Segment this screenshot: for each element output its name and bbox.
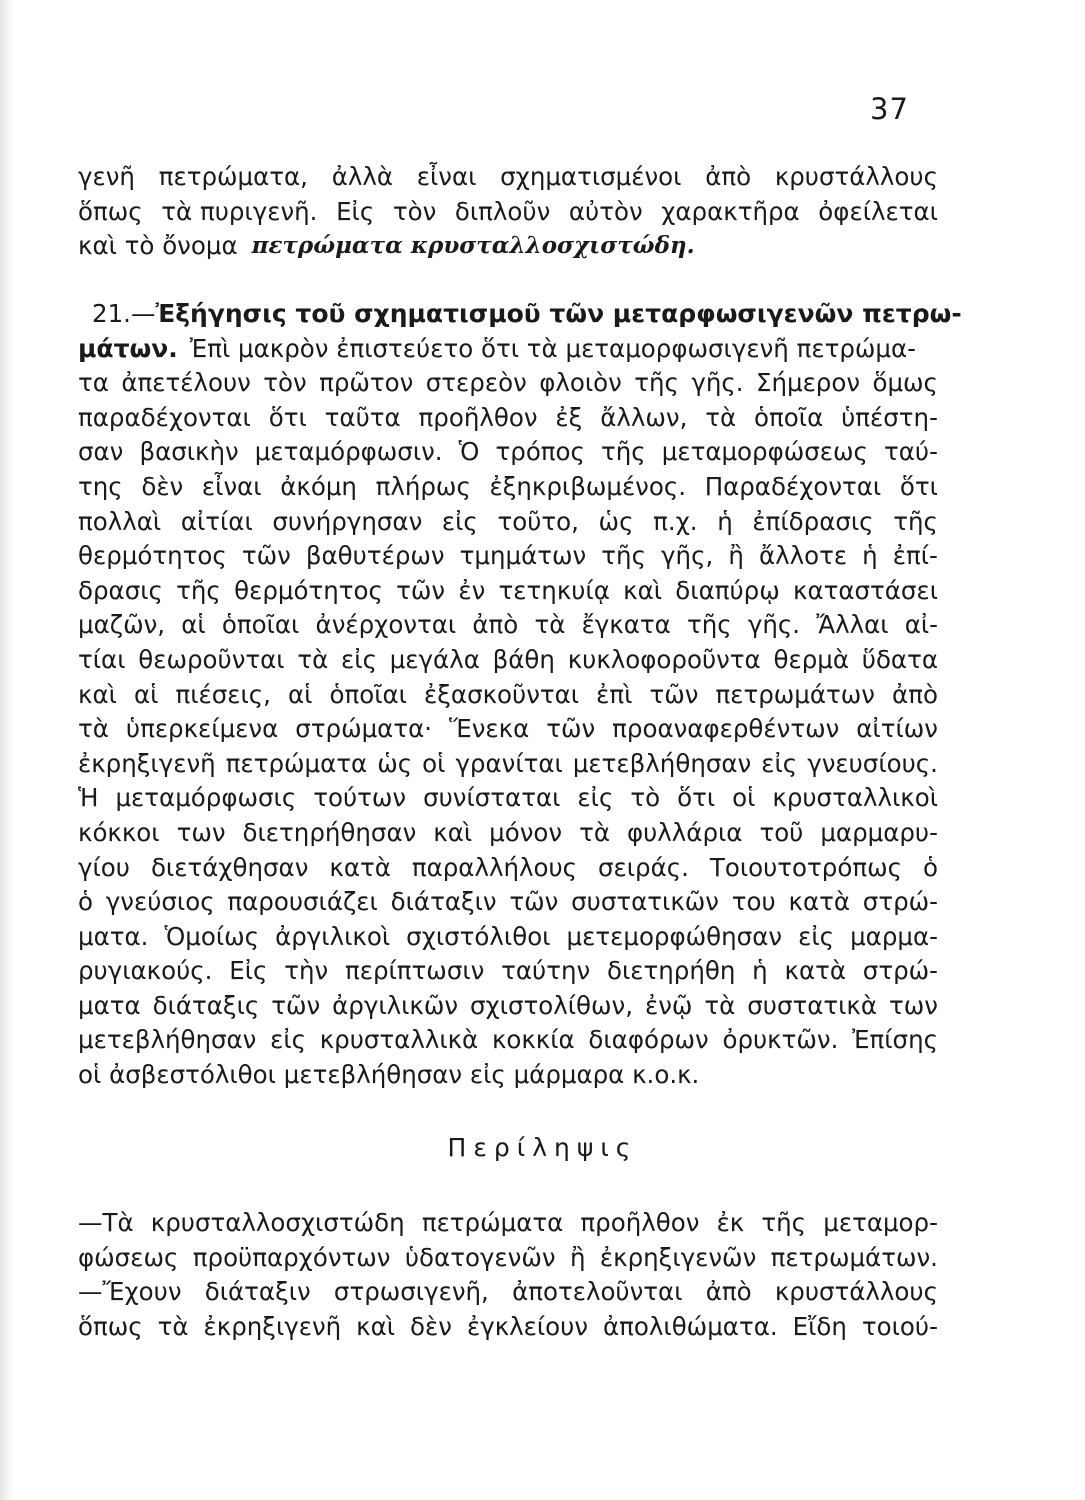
text-line: ὅπως τὰ ἐκρηξιγενῆ καὶ δὲν ἐγκλείουν ἀπολιθώματα. Εἴδη τοιού- — [78, 1311, 938, 1341]
section-body — [78, 366, 938, 1092]
text-line: τίαι θεωροῦνται τὰ εἰς μεγάλα βάθη κυκλοφοροῦντα θερμὰ ὕδατα — [78, 644, 938, 674]
page-number: 37 — [870, 92, 909, 126]
text-line: καὶ τὸ ὄνομα πετρώματα κρυσταλλοσχιστώδη. — [78, 229, 938, 264]
text-line: μετεβλήθησαν εἰς κρυσταλλικὰ κοκκία διαφόρων ὀρυκτῶν. Ἐπίσης — [78, 1025, 938, 1055]
text-line: —Τὰ κρυσταλλοσχιστώδη πετρώματα προῆλθον ἐκ τῆς μεταμορ- — [78, 1208, 938, 1237]
text-line: ματα διάταξις τῶν ἀργιλικῶν σχιστολίθων, ἐνῷ τὰ συστατικὰ των — [78, 990, 938, 1020]
text-line: παραδέχονται ὅτι ταῦτα προῆλθον ἐξ ἄλλων, τὰ ὁποῖα ὑπέστη- — [78, 402, 938, 432]
summary-title: Περίληψις — [447, 1133, 638, 1162]
text-line: ἐκρηξιγενῆ πετρώματα ὡς οἱ γρανίται μετεβλήθησαν εἰς γνευσίους. — [78, 748, 938, 778]
text-line: θερμότητος τῶν βαθυτέρων τμημάτων τῆς γῆς, ἢ ἄλλοτε ἡ ἐπί- — [78, 541, 938, 571]
text-line: τα ἀπετέλουν τὸν πρῶτον στερεὸν φλοιὸν τῆς γῆς. Σήμερον ὅμως — [78, 368, 938, 398]
text-line: γενῆ πετρώματα, ἀλλὰ εἶναι σχηματισμένοι ἀπὸ κρυστάλλους — [78, 162, 938, 191]
section-heading-line — [78, 297, 962, 332]
text-line: —Ἔχουν διάταξιν στρωσιγενῆ, ἀποτελοῦνται ἀπὸ κρυστάλλους — [78, 1277, 938, 1307]
text-line: μαζῶν, αἱ ὁποῖαι ἀνέρχονται ἀπὸ τὰ ἔγκατα τῆς γῆς. Ἄλλαι αἰ- — [78, 610, 938, 640]
text-line: γίου διετάχθησαν κατὰ παραλλήλους σειράς. Τοιουτοτρόπως ὁ — [78, 852, 938, 882]
text-line: Ἡ μεταμόρφωσις τούτων συνίσταται εἰς τὸ ὅτι οἱ κρυσταλλικοὶ — [78, 783, 938, 813]
text-line: καὶ αἱ πιέσεις, αἱ ὁποῖαι ἐξασκοῦνται ἐπὶ τῶν πετρωμάτων ἀπὸ — [78, 679, 938, 709]
text-line: πολλαὶ αἰτίαι συνήργησαν εἰς τοῦτο, ὡς π.χ. ἡ ἐπίδρασις τῆς — [78, 506, 938, 536]
text-line: δρασις τῆς θερμότητος τῶν ἐν τετηκυίᾳ καὶ διαπύρῳ καταστάσει — [78, 575, 938, 605]
section-21 — [78, 297, 962, 1093]
emphasized-term: πετρώματα κρυσταλλοσχιστώδη. — [251, 232, 695, 260]
section-title-end: μάτων. — [78, 333, 178, 363]
text-line: της δὲν εἶναι ἀκόμη πλήρως ἐξηκριβωμένος. Παραδέχονται ὅτι — [78, 471, 938, 501]
text-line: τὰ ὑπερκείμενα στρώματα· Ἕνεκα τῶν προαναφερθέντων αἰτίων — [78, 714, 938, 744]
text-line: ὅπως τὰ πυριγενῆ. Εἰς τὸν διπλοῦν αὐτὸν χαρακτῆρα ὀφείλεται — [78, 196, 938, 226]
section-title: Ἐξήγησις τοῦ σχηματισμοῦ τῶν μεταρφωσιγενῶν πετρω- — [155, 299, 962, 328]
text-line: μάτων. Ἐπὶ μακρὸν ἐπιστεύετο ὅτι τὰ μεταμορφωσιγενῆ πετρώμα- — [78, 332, 938, 367]
opening-paragraph — [78, 160, 938, 264]
text-line: ὁ γνεύσιος παρουσιάζει διάταξιν τῶν συστατικῶν του κατὰ στρώ- — [78, 887, 938, 917]
summary-body — [78, 1206, 938, 1344]
text-line: ματα. Ὁμοίως ἀργιλικοὶ σχιστόλιθοι μετεμορφώθησαν εἰς μαρμα- — [78, 921, 938, 951]
page-edge-shadow — [0, 0, 14, 1500]
section-number: 21.— — [92, 299, 156, 328]
text-line: οἱ ἀσβεστόλιθοι μετεβλήθησαν εἰς μάρμαρα κ.ο.κ. — [78, 1060, 700, 1090]
text-line: φώσεως προϋπαρχόντων ὑδατογενῶν ἢ ἐκρηξιγενῶν πετρωμάτων. — [78, 1242, 938, 1272]
text-line: σαν βασικὴν μεταμόρφωσιν. Ὁ τρόπος τῆς μεταμορφώσεως ταύ- — [78, 437, 938, 467]
text-line: κόκκοι των διετηρήθησαν καὶ μόνον τὰ φυλλάρια τοῦ μαρμαρυ- — [78, 817, 938, 847]
text-line: ρυγιακούς. Εἰς τὴν περίπτωσιν ταύτην διετηρήθη ἡ κατὰ στρώ- — [78, 956, 938, 986]
